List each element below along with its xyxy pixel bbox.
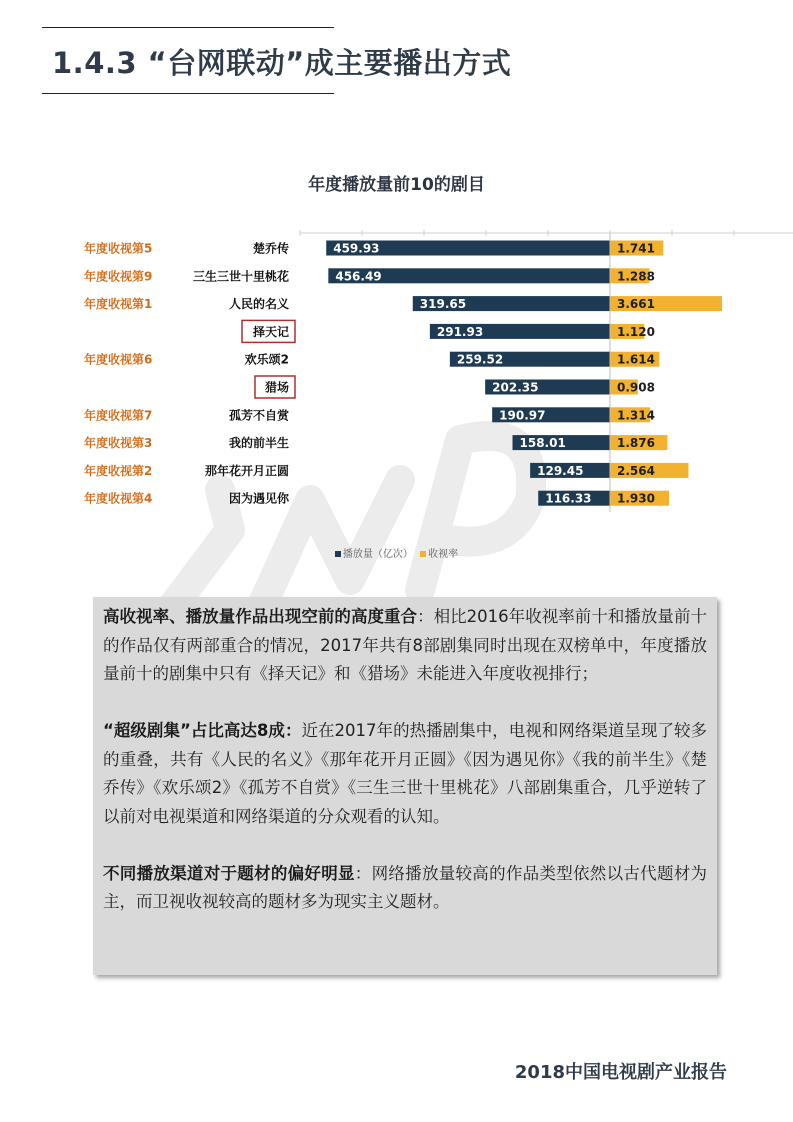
bar-rating-label-7: 1.876 (617, 436, 655, 451)
bar-rating-label-3: 1.120 (617, 324, 655, 339)
title-rule-top (42, 27, 334, 28)
legend-label-rating: 收视率 (428, 549, 459, 560)
legend-swatch-rating (420, 551, 426, 557)
category-label-0: 楚乔传 (252, 241, 289, 256)
rank-label-1: 年度收视第9 (84, 269, 153, 284)
rank-label-9: 年度收视第4 (84, 491, 153, 506)
chart-legend (0, 545, 793, 560)
legend-swatch-plays (335, 551, 341, 557)
rank-label-6: 年度收视第7 (84, 408, 153, 423)
bar-plays-label-0: 459.93 (333, 241, 380, 256)
category-label-1: 三生三世十里桃花 (192, 269, 289, 284)
bar-plays-label-6: 190.97 (499, 408, 546, 423)
bar-rating-label-1: 1.288 (617, 269, 655, 284)
report-footer: 2018中国电视剧产业报告 (514, 1062, 727, 1083)
category-label-6: 孤芳不自赏 (228, 408, 289, 423)
summary-p3-text: ：网络播放量较高的作品类型依然以古代题材为主，而卫视收视较高的题材多为现实主义题材。 (103, 863, 708, 911)
bar-plays-label-7: 158.01 (519, 436, 566, 451)
bar-rating-label-9: 1.930 (617, 491, 655, 506)
bar-rating-label-6: 1.314 (617, 408, 655, 423)
category-label-4: 欢乐颂2 (244, 352, 289, 367)
rank-label-8: 年度收视第2 (84, 463, 153, 478)
bar-plays-label-3: 291.93 (436, 324, 484, 339)
legend-item-plays (335, 549, 413, 560)
rank-label-2: 年度收视第1 (84, 297, 153, 312)
bar-rating-label-4: 1.614 (617, 352, 655, 367)
summary-paragraph-2 (103, 717, 707, 831)
bar-rating-label-0: 1.741 (617, 241, 655, 256)
summary-p2-heading: “超级剧集”占比高达8成： (103, 721, 302, 740)
summary-p1-text: ：相比2016年收视率前十和播放量前十的作品仅有两部重合的情况，2017年共有8部剧集同时出现在双榜单中，年度播放量前十的剧集中只有《择天记》和《猎场》未能进入年度收视排行； (103, 607, 707, 683)
legend-item-rating (420, 549, 458, 560)
bar-rating-label-8: 2.564 (617, 463, 655, 478)
rank-label-0: 年度收视第5 (84, 241, 153, 256)
rank-label-4: 年度收视第6 (84, 352, 153, 367)
legend-label-plays: 播放量（亿次） (342, 549, 413, 560)
chart-title: 年度播放量前10的剧目 (308, 175, 485, 195)
title-rule-bottom (42, 93, 334, 94)
category-label-8: 那年花开月正圆 (204, 463, 289, 478)
category-label-7: 我的前半生 (228, 436, 289, 451)
dual-bar-chart (0, 225, 793, 535)
summary-paragraph-1 (103, 603, 707, 689)
category-label-2: 人民的名义 (228, 297, 289, 312)
summary-p1-heading: 高收视率、播放量作品出现空前的高度重合 (103, 607, 418, 626)
bar-plays-label-2: 319.65 (419, 297, 467, 312)
summary-p2-text: 近在2017年的热播剧集中，电视和网络渠道呈现了较多的重叠，共有《人民的名义》《那年花开月正圆》《因为遇见你》《我的前半生》《楚乔传》《欢乐颂2》《孤芳不自赏》《三生三世十里桃花》八部剧集重合，几乎逆转了以前对电视渠道和网络渠道的分众观看的认知。 (103, 721, 707, 826)
bar-plays-label-1: 456.49 (335, 269, 382, 284)
section-heading: 1.4.3 “台网联动”成主要播出方式 (52, 46, 512, 80)
rank-label-7: 年度收视第3 (84, 436, 153, 451)
bar-plays-label-9: 116.33 (545, 491, 592, 506)
summary-p3-heading: 不同播放渠道对于题材的偏好明显 (103, 863, 355, 883)
bar-rating-label-2: 3.661 (617, 297, 655, 312)
bar-plays-label-8: 129.45 (537, 463, 584, 478)
summary-textbox (93, 597, 717, 975)
category-label-9: 因为遇见你 (228, 491, 289, 506)
bar-plays-label-5: 202.35 (492, 380, 539, 395)
category-label-5: 猎场 (264, 380, 289, 395)
summary-paragraph-3 (103, 860, 707, 917)
bar-plays-label-4: 259.52 (456, 352, 504, 367)
category-label-3: 择天记 (252, 324, 289, 339)
bar-rating-label-5: 0.908 (617, 380, 655, 395)
